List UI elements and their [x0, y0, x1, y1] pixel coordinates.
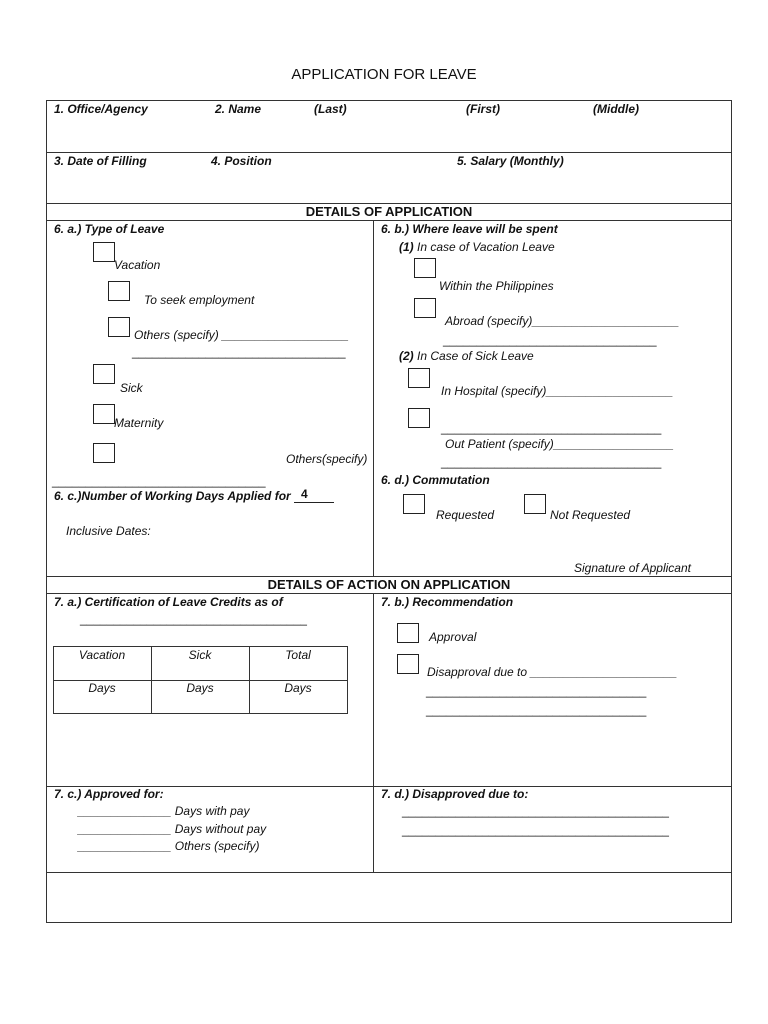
last-name-label: (Last) [314, 102, 347, 116]
others-leave-line: ________________________________ [52, 474, 266, 488]
position-label: 4. Position [211, 154, 272, 168]
not-requested-label: Not Requested [550, 508, 631, 522]
vacation-others-label: Others (specify) ___________________ [134, 328, 349, 342]
requested-checkbox[interactable] [403, 494, 425, 514]
abroad-line: ________________________________ [443, 333, 657, 347]
details-of-action-heading: DETAILS OF ACTION ON APPLICATION [267, 577, 511, 592]
working-days-value: 4 [301, 487, 308, 501]
vacation-others-line: ________________________________ [132, 345, 346, 359]
disapproval-line-2: _________________________________ [426, 703, 647, 717]
sick-case-label: In Case of Sick Leave [417, 349, 534, 363]
sick-case-number: (2) [399, 349, 414, 363]
certification-date-line: __________________________________ [80, 612, 307, 626]
seek-employment-checkbox[interactable] [108, 281, 130, 301]
others-specify-field: ______________ Others (specify) [78, 839, 260, 853]
maternity-checkbox[interactable] [93, 404, 115, 424]
disapproval-label: Disapproval due to ______________________ [427, 665, 678, 679]
vacation-case-label: In case of Vacation Leave [417, 240, 555, 254]
name-label: 2. Name [215, 102, 262, 116]
table-header-total: Total [285, 648, 311, 662]
where-spent-heading: 6. b.) Where leave will be spent [381, 222, 558, 236]
in-hospital-line: _________________________________ [441, 421, 662, 435]
signature-of-applicant-label: Signature of Applicant [574, 561, 691, 575]
working-days-underline [294, 502, 334, 503]
sick-checkbox[interactable] [93, 364, 115, 384]
inclusive-dates-label: Inclusive Dates: [66, 524, 151, 538]
seek-employment-label: To seek employment [144, 293, 255, 307]
recommendation-heading: 7. b.) Recommendation [381, 595, 514, 609]
table-header-vacation: Vacation [78, 648, 126, 662]
within-philippines-checkbox[interactable] [414, 258, 436, 278]
divider-row1 [46, 152, 732, 153]
others-leave-checkbox[interactable] [93, 443, 115, 463]
form-title: APPLICATION FOR LEAVE [291, 66, 477, 83]
middle-name-label: (Middle) [593, 102, 639, 116]
within-philippines-label: Within the Philippines [439, 279, 554, 293]
table-cell-total-days: Days [284, 681, 312, 695]
divider-bottom [46, 872, 732, 873]
table-header-sick: Sick [188, 648, 212, 662]
abroad-label: Abroad (specify)______________________ [445, 314, 680, 328]
divider-center-lower [373, 593, 374, 872]
disapproved-line-2: ________________________________________ [402, 823, 669, 837]
vacation-case-number: (1) [399, 240, 414, 254]
others-leave-label: Others(specify) [286, 452, 368, 466]
approval-checkbox[interactable] [397, 623, 419, 643]
details-of-application-heading: DETAILS OF APPLICATION [305, 204, 473, 219]
days-without-pay-field: ______________ Days without pay [78, 822, 267, 836]
divider-details-head [46, 220, 732, 221]
table-cell-vacation-days: Days [88, 681, 116, 695]
table-cell-sick-days: Days [186, 681, 214, 695]
divider-center-upper [373, 220, 374, 576]
divider-action-head [46, 593, 732, 594]
out-patient-label: Out Patient (specify)__________________ [445, 437, 674, 451]
out-patient-line: _________________________________ [441, 455, 662, 469]
maternity-label: Maternity [114, 416, 164, 430]
salary-label: 5. Salary (Monthly) [457, 154, 564, 168]
approval-label: Approval [429, 630, 477, 644]
vacation-others-checkbox[interactable] [108, 317, 130, 337]
in-hospital-label: In Hospital (specify)___________________ [441, 384, 674, 398]
date-of-filing-label: 3. Date of Filling [54, 154, 147, 168]
out-patient-checkbox[interactable] [408, 408, 430, 428]
vacation-label: Vacation [114, 258, 161, 272]
office-agency-label: 1. Office/Agency [54, 102, 148, 116]
not-requested-checkbox[interactable] [524, 494, 546, 514]
disapproval-checkbox[interactable] [397, 654, 419, 674]
abroad-checkbox[interactable] [414, 298, 436, 318]
requested-label: Requested [436, 508, 495, 522]
type-of-leave-heading: 6. a.) Type of Leave [54, 222, 165, 236]
days-with-pay-field: ______________ Days with pay [78, 804, 250, 818]
certification-heading: 7. a.) Certification of Leave Credits as of [54, 595, 283, 609]
approved-for-heading: 7. c.) Approved for: [54, 787, 164, 801]
working-days-label: 6. c.)Number of Working Days Applied for [54, 489, 291, 503]
in-hospital-checkbox[interactable] [408, 368, 430, 388]
disapproved-heading: 7. d.) Disapproved due to: [381, 787, 529, 801]
first-name-label: (First) [466, 102, 500, 116]
sick-label: Sick [120, 381, 143, 395]
commutation-heading: 6. d.) Commutation [381, 473, 490, 487]
disapproval-line-1: _________________________________ [426, 684, 647, 698]
vacation-checkbox[interactable] [93, 242, 115, 262]
disapproved-line-1: ________________________________________ [402, 804, 669, 818]
